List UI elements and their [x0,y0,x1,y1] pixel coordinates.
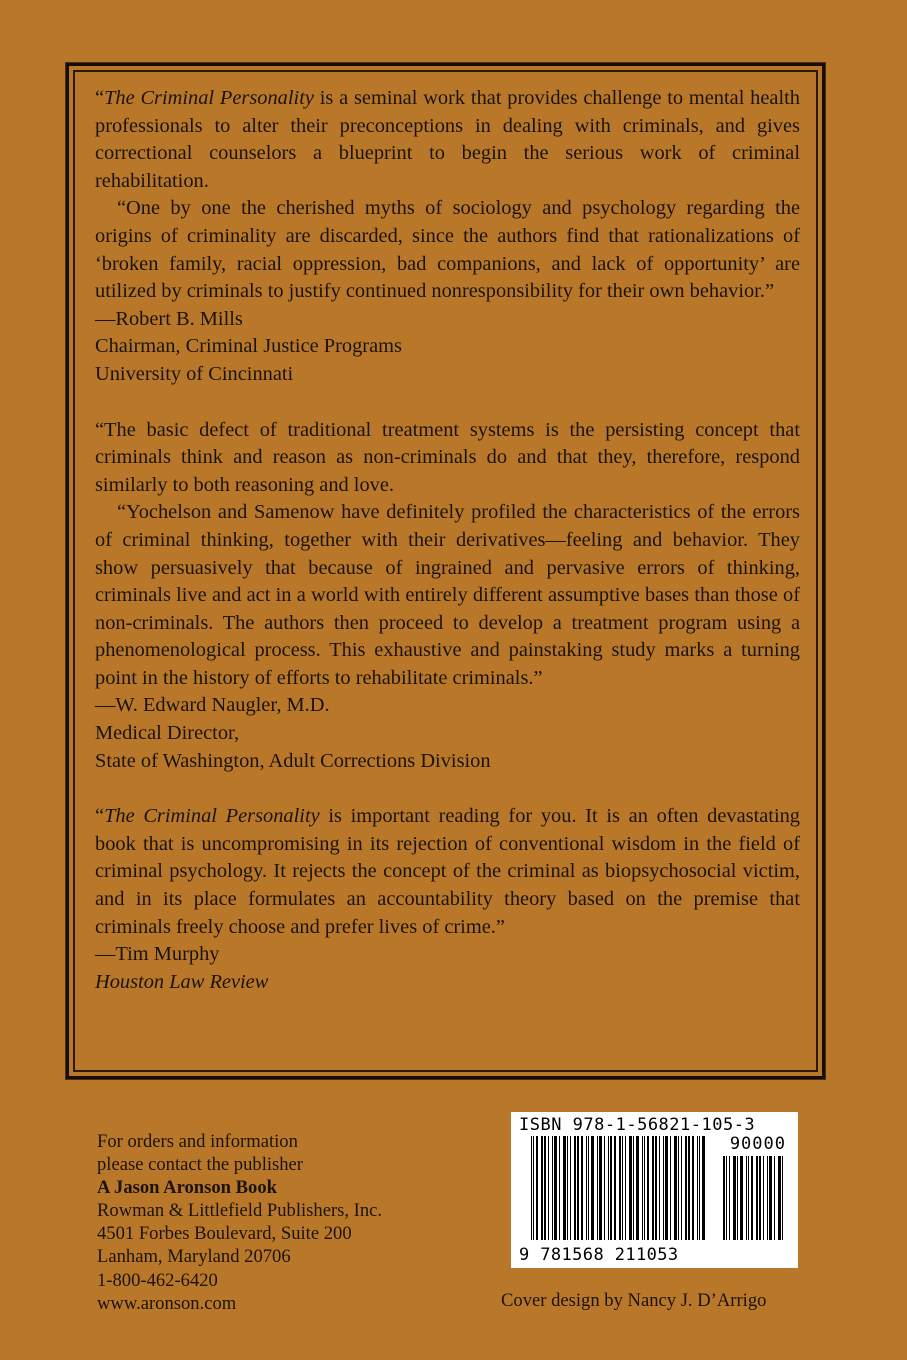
cover-credit: Cover design by Nancy J. D’Arrigo [501,1290,767,1311]
barcode-bar [699,1136,700,1240]
barcode-bar [536,1136,538,1240]
quote-mills-p1-text: is a seminal work that provides challenge to mental health professionals to alter their preconceptions in dealing with criminals, and gives correctional counselors a blueprint to begin the serious work of criminal rehabilitation. [95,87,801,192]
barcode-bar [702,1136,705,1240]
barcode-bar [782,1156,783,1240]
barcode-bar [625,1136,626,1240]
barcode-bar [570,1136,571,1240]
barcode-bar [767,1156,768,1240]
website: www.aronson.com [97,1292,237,1314]
barcode-bar [737,1156,738,1240]
barcode-digits: 9 781568 211053 [519,1245,679,1265]
barcode-bar [763,1156,764,1240]
barcode-addon-bars [723,1156,787,1240]
barcode-bar [723,1156,725,1240]
barcode-bar [586,1136,587,1240]
barcode-bar [665,1136,668,1240]
barcode-bar [778,1156,781,1240]
barcode-bar [740,1156,743,1240]
barcode-bar [642,1136,643,1240]
barcode-bar [552,1136,553,1240]
phone-number: 1-800-462-6420 [97,1269,218,1291]
barcode-main-bars [531,1136,709,1240]
quote-naugler [95,417,800,776]
attribution-name: —Tim Murphy [95,943,220,966]
book-title: The Criminal Personality [104,805,320,828]
barcode-bar [647,1136,649,1240]
quote-murphy-p1-text: is important reading for you. It is an often devastating book that is uncompromising in its rejection of conventional wisdom in the field of criminal psychology. It rejects the concept of the criminal as biopsychosocial victim, and in its place formulates an accountability theory based on the premise that criminals freely choose and prefer lives of crime.” [95,805,801,938]
barcode-bar [567,1136,568,1240]
barcode-bar [652,1136,654,1240]
barcode-bar [608,1136,609,1240]
barcode-bar [541,1136,543,1240]
barcode-bar [636,1136,639,1240]
barcode-bar [581,1136,583,1240]
barcode-bar [554,1136,557,1240]
publisher-info [97,1130,382,1315]
barcode-bar [697,1136,698,1240]
barcode-bar [748,1156,749,1240]
barcode-bar [531,1136,532,1240]
attribution-name: —W. Edward Naugler, M.D. [95,694,330,717]
barcode-bar [622,1136,623,1240]
attribution-title: Medical Director, [95,722,240,745]
barcode-bar [685,1136,687,1240]
barcode-bar [733,1156,736,1240]
barcode-bar [726,1156,727,1240]
book-title: The Criminal Personality [104,87,314,109]
quotes-area [95,85,800,996]
barcode-bar [756,1156,758,1240]
barcode-bar [588,1136,589,1240]
barcode-bar [610,1136,612,1240]
quote-mills-p2: “One by one the cherished myths of sociology and psychology regarding the origins of criminality are discarded, since the authors find that rationalizations of ‘broken family, racial oppression, bad companions, and lack of opportunity’ are utilized by criminals to justify continued nonresponsibility for their own behavior.” [95,197,800,303]
quote-mills-p1: “The Criminal Personality is a seminal work that provides challenge to mental health professionals to alter their preconceptions in dealing with criminals, and gives correctional counselors a blueprint to begin the serious work of criminal rehabilitation. [95,87,801,192]
barcode-bar [659,1136,660,1240]
isbn-text: ISBN 978-1-56821-105-3 [519,1115,756,1135]
barcode-bar [591,1136,594,1240]
contact-line: please contact the publisher [97,1154,304,1176]
barcode-bar [751,1156,753,1240]
quote-naugler-p1: “The basic defect of traditional treatment systems is the persisting concept that criminals think and reason as non-criminals do and that they, therefore, respond similarly to both reasoning and love. [95,418,800,496]
barcode-bar [674,1136,677,1240]
barcode-bar [769,1156,772,1240]
barcode-bar [597,1136,598,1240]
barcode-bar [604,1136,605,1240]
quote-murphy [95,803,800,996]
barcode-bar [746,1156,747,1240]
barcode-bar [774,1156,775,1240]
barcode-bar [599,1136,602,1240]
barcode-bar [681,1136,682,1240]
barcode-bar [759,1156,761,1240]
quote-mills [95,85,800,389]
isbn-barcode [511,1112,798,1268]
barcode-bar [688,1136,690,1240]
attribution-title: Chairman, Criminal Justice Programs [95,335,402,358]
quote-murphy-p1: “The Criminal Personality is important reading for you. It is an often devastating book that is uncompromising in its rejection of conventional wisdom in the field of criminal psychology. It rejects the concept of the criminal as biopsychosocial victim, and in its place formulates an accountability theory based on the premise that criminals freely choose and prefer lives of crime.” [95,805,801,938]
address-line-1: 4501 Forbes Boulevard, Suite 200 [97,1223,352,1245]
barcode-bar [574,1136,576,1240]
barcode-bar [563,1136,566,1240]
barcode-bar [663,1136,664,1240]
orders-line: For orders and information [97,1131,298,1152]
attribution-publication: Houston Law Review [95,970,269,993]
barcode-bar [614,1136,616,1240]
barcode-bar [577,1136,579,1240]
barcode-bar [544,1136,546,1240]
imprint-name: A Jason Aronson Book [97,1177,277,1199]
barcode-bar [729,1156,730,1240]
barcode-addon-digits: 90000 [729,1134,786,1154]
address-line-2: Lanham, Maryland 20706 [97,1246,291,1268]
barcode-bar [629,1136,632,1240]
barcode-bar [559,1136,560,1240]
barcode-bar [644,1136,645,1240]
barcode-bar [619,1136,621,1240]
barcode-bar [655,1136,657,1240]
barcode-bar [678,1136,679,1240]
attribution-org: University of Cincinnati [95,362,294,385]
barcode-bar [533,1136,534,1240]
quote-naugler-p2: “Yochelson and Samenow have definitely profiled the characteristics of the errors of criminal thinking, together with their derivatives—feeling and behavior. They show persuasively that because of ingrained and pervasive errors of thinking, criminals live and act in a world with entirely different assumptive bases than those of non-criminals. The authors then proceed to develop a treatment program using a phenomenological process. This exhaustive and painstaking study marks a turning point in the history of efforts to rehabilitate criminals.” [95,501,800,689]
attribution-name: —Robert B. Mills [95,307,243,330]
barcode-bar [633,1136,634,1240]
barcode-bar [692,1136,694,1240]
barcode-bar [670,1136,671,1240]
publisher-company: Rowman & Littlefield Publishers, Inc. [97,1200,383,1222]
barcode-bar [548,1136,549,1240]
attribution-org: State of Washington, Adult Corrections Division [95,749,491,772]
